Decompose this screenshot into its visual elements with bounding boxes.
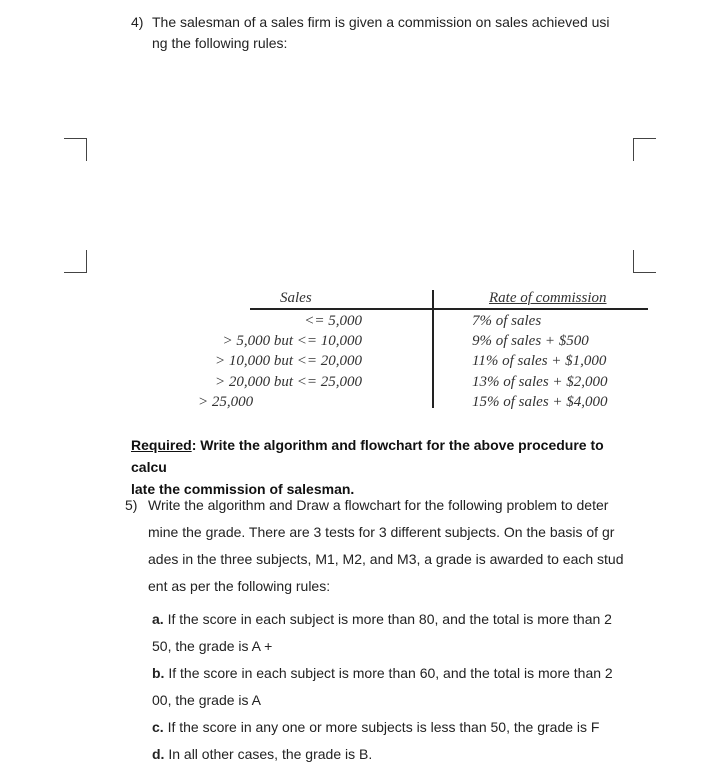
required-instruction (131, 434, 641, 500)
grade-rule-text: If the score in each subject is more than 80, and the total is more than 2 (163, 611, 612, 627)
rate-cell: 13% of sales + $2,000 (472, 373, 608, 390)
sales-column-header: Sales (280, 290, 312, 306)
required-label: Required (131, 437, 192, 453)
table-column-divider (432, 290, 434, 408)
grade-rule-text: In all other cases, the grade is B. (164, 746, 373, 762)
table-header-rule (250, 308, 648, 310)
rate-cell: 15% of sales + $4,000 (472, 393, 608, 410)
required-text-1: : Write the algorithm and flowchart for the above procedure to calcu (131, 437, 604, 475)
question-4-number: 4) (131, 14, 144, 30)
rate-column-header (489, 290, 607, 307)
grade-rule-letter: a. (152, 611, 164, 627)
rate-column-header-text: Rate of commission (489, 290, 607, 306)
grade-rule-line (152, 660, 642, 687)
grade-rule-c (152, 714, 642, 741)
sales-cell: <= 5,000 (304, 313, 362, 329)
grade-rule-letter: b. (152, 665, 165, 681)
sales-cell: > 25,000 (198, 393, 254, 410)
grade-rule-line (152, 714, 642, 741)
required-line-2: late the commission of salesman. (131, 481, 355, 497)
rate-cell: 7% of sales (472, 313, 542, 329)
rate-column (472, 311, 608, 412)
sales-cell: > 10,000 but <= 20,000 (214, 353, 362, 370)
question-4-text (152, 12, 632, 54)
grade-rule-letter: d. (152, 746, 165, 762)
question-4-line-1: The salesman of a sales firm is given a commission on sales achieved usi (152, 14, 610, 30)
crop-mark-top-left (64, 138, 87, 161)
grade-rule-line (152, 741, 642, 768)
grade-rule-line: 50, the grade is A + (152, 638, 273, 654)
grade-rule-text: If the score in each subject is more than 60, and the total is more than 2 (164, 665, 613, 681)
grade-rules-list (152, 606, 642, 768)
grade-rule-a (152, 606, 642, 660)
grade-rule-line: 00, the grade is A (152, 692, 261, 708)
grade-rule-line (152, 606, 642, 633)
question-5-line: ades in the three subjects, M1, M2, and M3, a grade is awarded to each stud (148, 551, 624, 567)
question-5-line: mine the grade. There are 3 tests for 3 different subjects. On the basis of gr (148, 524, 615, 540)
crop-mark-bottom-right (633, 250, 656, 273)
rate-cell: 9% of sales + $500 (472, 333, 589, 350)
grade-rule-text: If the score in any one or more subjects is less than 50, the grade is F (163, 719, 600, 735)
grade-rule-b (152, 660, 642, 714)
required-line-1 (131, 434, 641, 478)
grade-rule-letter: c. (152, 719, 164, 735)
rate-cell: 11% of sales + $1,000 (472, 353, 607, 370)
crop-mark-top-right (633, 138, 656, 161)
question-5-line: Write the algorithm and Draw a flowchart for the following problem to deter (148, 497, 609, 513)
question-5-text (148, 492, 638, 600)
question-5-line: ent as per the following rules: (148, 578, 331, 594)
commission-table (190, 288, 650, 410)
sales-column (190, 311, 362, 412)
sales-cell: > 5,000 but <= 10,000 (222, 333, 362, 350)
crop-mark-bottom-left (64, 250, 87, 273)
question-4-line-2: ng the following rules: (152, 35, 288, 51)
grade-rule-d (152, 741, 642, 768)
sales-cell: > 20,000 but <= 25,000 (214, 373, 362, 390)
question-5-number: 5) (125, 497, 138, 513)
